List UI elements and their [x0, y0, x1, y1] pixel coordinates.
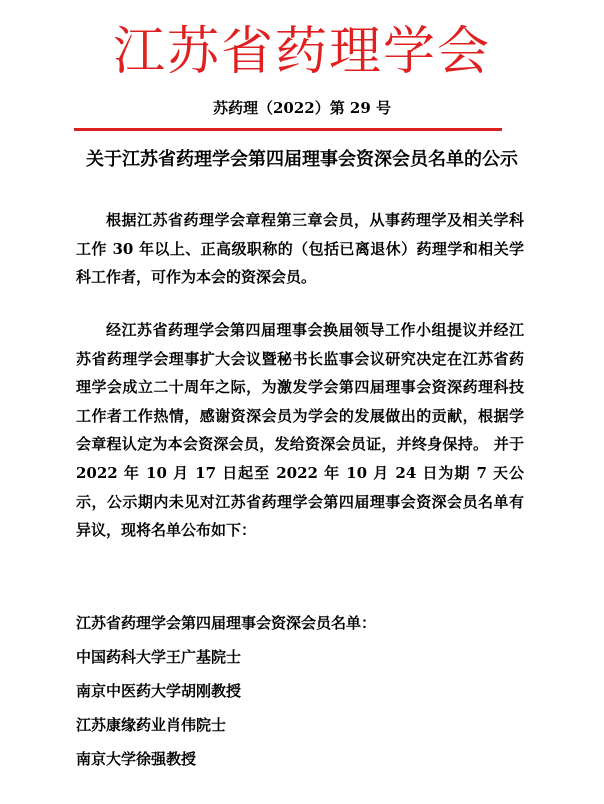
organization-letterhead-title: 江苏省药理学会 [112, 22, 491, 82]
member-list-heading: 江苏省药理学会第四届理事会资深会员名单： [76, 614, 377, 632]
member-list-item: 中国药科大学王广基院士 [76, 648, 242, 666]
red-divider-line [74, 128, 502, 131]
member-list-item: 南京大学徐强教授 [76, 750, 197, 768]
body-paragraph-1: 根据江苏省药理学会章程第三章会员，从事药理学及相关学科工作 30 年以上、正高级职称的（包括已离退休）药理学和相关学科工作者，可作为本会的资深会员。 [76, 211, 524, 287]
notice-title: 关于江苏省药理学会第四届理事会资深会员名单的公示 [86, 149, 518, 170]
member-list-item: 江苏康缘药业肖伟院士 [76, 716, 227, 734]
document-number: 苏药理（2022）第 29 号 [212, 99, 392, 117]
member-list-item: 南京中医药大学胡刚教授 [76, 682, 242, 700]
body-paragraph-2: 经江苏省药理学会第四届理事会换届领导工作小组提议并经江苏省药理学会理事扩大会议暨秘书长监事会议研究决定在江苏省药理学会成立二十周年之际，为激发学会第四届理事会资深药理科技工作者工作热情，感谢资深会员为学会的发展做出的贡献，根据学会章程认定为本会资深会员，发给资深会员证，并终身保持。 并于 2022 年 10 月 17 日起至 2022 年 10 月 24 日为期 7 天公示，公示期内未见对江苏省药理学会第四届理事会资深会员名单有异议，现将名单公布如下： [76, 321, 524, 540]
member-list [76, 606, 524, 776]
